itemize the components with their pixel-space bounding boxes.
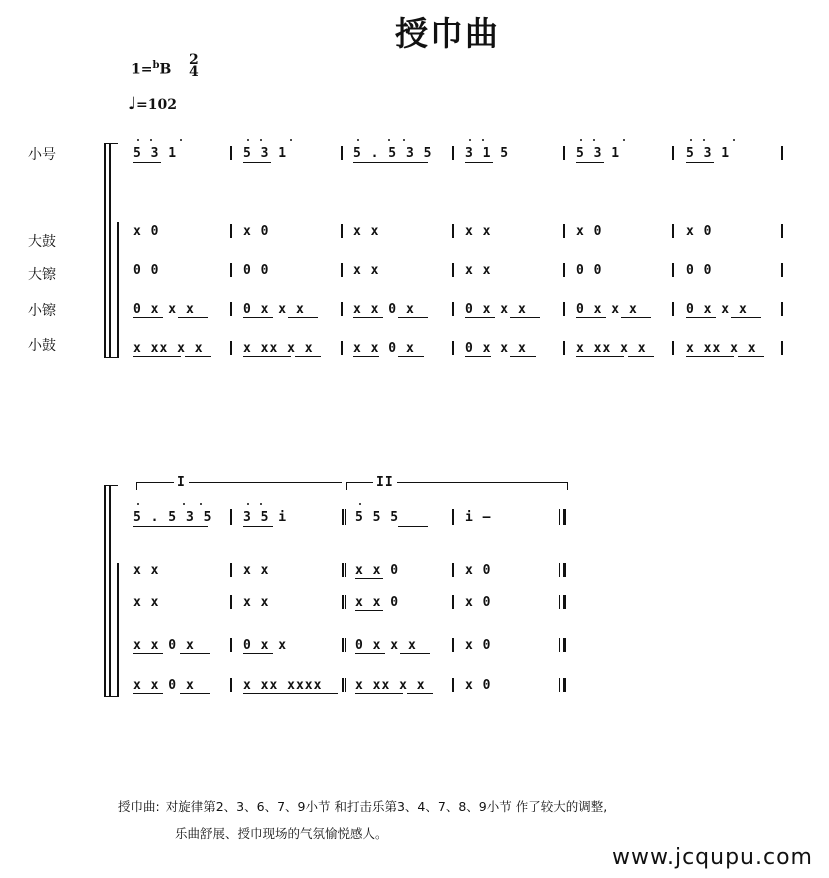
s2-trumpet-m2: 3 5 i	[243, 510, 288, 525]
volta-2: II	[373, 475, 397, 490]
s1-snare-m2: x xx x x	[243, 341, 314, 356]
label-cymbal: 大镲	[28, 267, 56, 283]
s2-smallcym-m3: 0 x x x	[355, 638, 417, 653]
s1-cymbal-m4: x x	[465, 263, 492, 278]
s1-smallcym-m3: x x 0 x	[353, 302, 415, 317]
footnote-text1: 对旋律第2、3、6、7、9小节 和打击乐第3、4、7、8、9小节 作了较大的调整,	[165, 799, 608, 814]
s2-trumpet-m3: 5 5 5	[355, 510, 400, 525]
key-prefix: 1=	[131, 61, 153, 78]
footnote-line2: 乐曲舒展、授巾现场的气氛愉悦感人。	[175, 826, 388, 841]
volta-1: I	[174, 475, 189, 490]
s1-trumpet-m1: 5 3 1	[133, 146, 178, 161]
s1-smallcym-m2: 0 x x x	[243, 302, 305, 317]
s2-cymbal-m2: x x	[243, 595, 270, 610]
s1-cymbal-m2: 0 0	[243, 263, 270, 278]
s1-bass-m1: x 0	[133, 224, 160, 239]
s1-snare-m5: x xx x x	[576, 341, 647, 356]
footnote	[118, 793, 607, 847]
s1-trumpet-m4: 3 1 5	[465, 146, 510, 161]
s1-bass-m5: x 0	[576, 224, 603, 239]
key-note: B	[159, 61, 172, 78]
s2-snare-m4: x 0	[465, 678, 492, 693]
time-top: 2	[189, 52, 199, 68]
s1-trumpet-m6: 5 3 1	[686, 146, 731, 161]
s1-cymbal-m5: 0 0	[576, 263, 603, 278]
s1-snare-m1: x xx x x	[133, 341, 204, 356]
s1-snare-m4: 0 x x x	[465, 341, 527, 356]
s1-trumpet-m5: 5 3 1	[576, 146, 621, 161]
s1-snare-m3: x x 0 x	[353, 341, 415, 356]
s1-trumpet-m2: 5 3 1	[243, 146, 288, 161]
s1-bass-m4: x x	[465, 224, 492, 239]
s2-bass-m2: x x	[243, 563, 270, 578]
s1-smallcym-m5: 0 x x x	[576, 302, 638, 317]
watermark: www.jcqupu.com	[612, 845, 813, 870]
label-small-cymbal: 小镲	[28, 303, 56, 319]
quarter-note-icon: ♩	[128, 94, 137, 114]
s2-snare-m3: x xx x x	[355, 678, 426, 693]
s1-smallcym-m1: 0 x x x	[133, 302, 195, 317]
s1-cymbal-m3: x x	[353, 263, 380, 278]
s2-cymbal-m4: x 0	[465, 595, 492, 610]
s2-trumpet-m1: 5 . 5 3 5	[133, 510, 213, 525]
s1-bass-m2: x 0	[243, 224, 270, 239]
s1-smallcym-m4: 0 x x x	[465, 302, 527, 317]
s2-bass-m1: x x	[133, 563, 160, 578]
s2-snare-m1: x x 0 x	[133, 678, 195, 693]
s1-cymbal-m1: 0 0	[133, 263, 160, 278]
s2-snare-m2: x xx xxxx	[243, 678, 323, 693]
s1-snare-m6: x xx x x	[686, 341, 757, 356]
page-title: 授巾曲	[395, 14, 500, 53]
s1-smallcym-m6: 0 x x x	[686, 302, 748, 317]
s2-trumpet-m4: i —	[465, 510, 492, 525]
footnote-label: 授巾曲:	[118, 799, 160, 814]
tempo-marking	[128, 94, 177, 114]
s1-trumpet-m3: 5 . 5 3 5	[353, 146, 433, 161]
s2-smallcym-m4: x 0	[465, 638, 492, 653]
time-signature	[189, 54, 199, 78]
tempo-value: =102	[136, 97, 177, 113]
key-signature	[131, 60, 171, 78]
s1-cymbal-m6: 0 0	[686, 263, 713, 278]
s2-cymbal-m3: x x 0	[355, 595, 400, 610]
footnote-line1	[118, 793, 607, 820]
s1-bass-m3: x x	[353, 224, 380, 239]
label-trumpet: 小号	[28, 147, 56, 163]
label-snare: 小鼓	[28, 338, 56, 354]
key-flat: b	[152, 60, 160, 71]
s2-cymbal-m1: x x	[133, 595, 160, 610]
s2-smallcym-m2: 0 x x	[243, 638, 288, 653]
s2-bass-m3: x x 0	[355, 563, 400, 578]
s1-bass-m6: x 0	[686, 224, 713, 239]
time-bottom: 4	[189, 64, 199, 80]
s2-smallcym-m1: x x 0 x	[133, 638, 195, 653]
label-bass-drum: 大鼓	[28, 234, 56, 250]
s2-bass-m4: x 0	[465, 563, 492, 578]
